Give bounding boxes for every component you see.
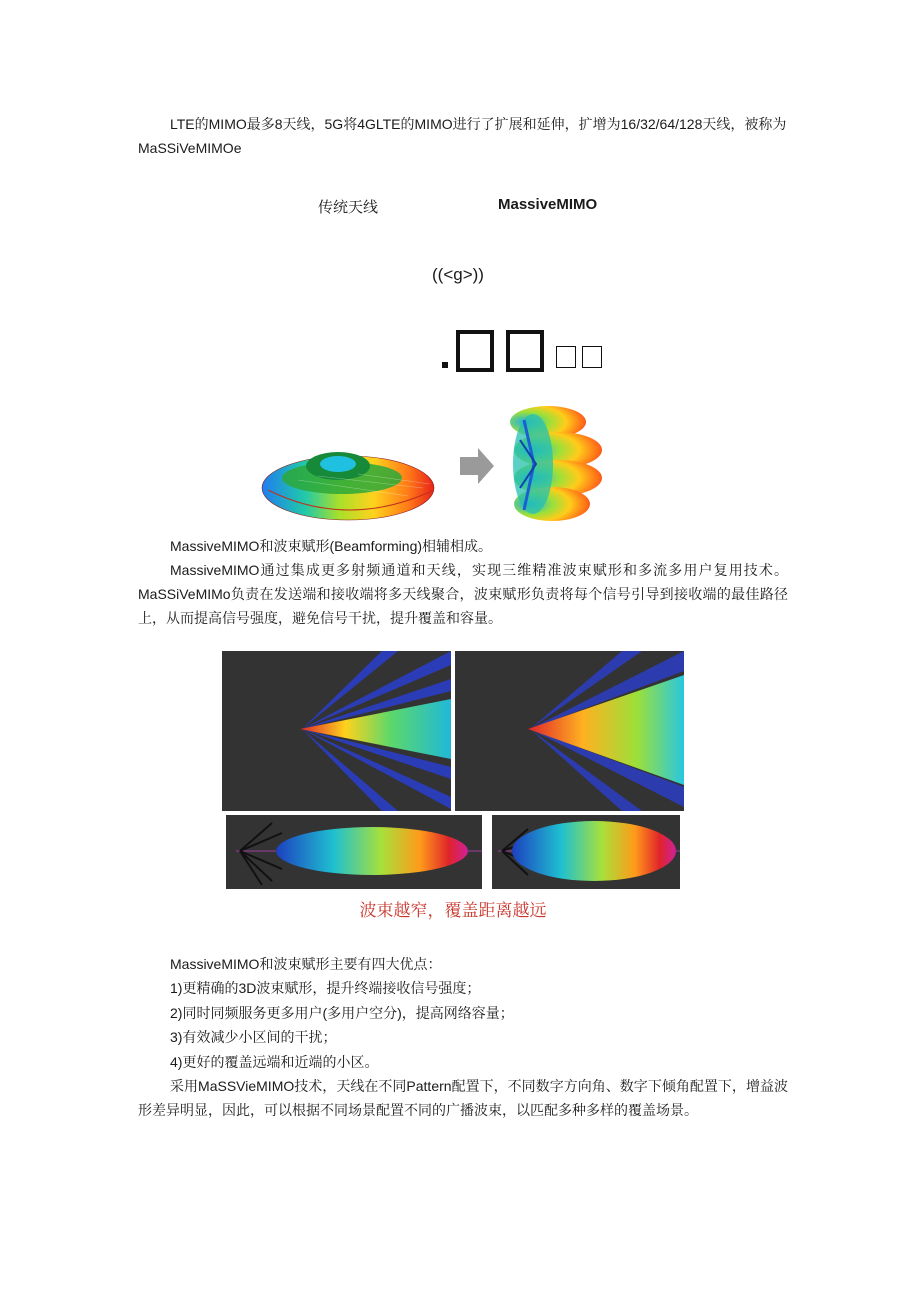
glyph-box-small — [582, 346, 602, 368]
detail-paragraph: MassiveMIMO通过集成更多射频通道和天线，实现三维精准波束赋形和多流多用户复用技术。MaSSiVeMIMo负责在发送端和接收端将多天线聚合，波束赋形负责将每个信号引导到接收端的最佳路径上，从而提高信号强度，避免信号干扰，提升覆盖和容量。 — [138, 562, 788, 626]
list-item: 4)更好的覆盖远端和近端的小区。 — [170, 1053, 379, 1070]
glyph-box — [456, 330, 494, 372]
traditional-pattern — [262, 452, 434, 520]
glyph-line: ((<g>)) — [432, 265, 484, 284]
narrow-beam-panel — [222, 651, 451, 811]
figure-caption: 波束越窄，覆盖距离越远 — [359, 901, 547, 921]
arrow-icon — [460, 448, 494, 484]
advantages-intro: MassiveMIMO和波束赋形主要有四大优点： — [170, 956, 442, 972]
list-item: 1)更精确的3D波束赋形，提升终端接收信号强度； — [170, 980, 481, 996]
massive-mimo-label: MassiveMIMO — [498, 196, 598, 213]
conclusion-paragraph: 采用MaSSVieMIMO技术，天线在不同Pattern配置下，不同数字方向角、数字下倾角配置下，增益波形差异明显，因此，可以根据不同场景配置不同的广播波束，以匹配多种多样的覆盖场景。 — [138, 1078, 788, 1118]
wide-egg-panel — [492, 815, 680, 889]
placeholder-glyphs — [442, 322, 608, 372]
beamforming-paragraph: MassiveMIMO和波束赋形(Beamforming)相辅相成。 — [170, 538, 493, 554]
list-item: 2)同时同频服务更多用户(多用户空分)，提高网络容量； — [170, 1004, 514, 1021]
narrow-egg-panel — [226, 815, 482, 889]
wide-beam-panel — [455, 651, 684, 811]
beam-width-figure — [222, 651, 684, 891]
massive-mimo-pattern — [510, 406, 602, 521]
glyph-box — [506, 330, 544, 372]
advantages-list — [170, 976, 514, 1074]
glyph-dot — [442, 362, 448, 368]
radiation-pattern-figure — [258, 400, 628, 530]
intro-paragraph: LTE的MIMO最多8天线，5G将4GLTE的MIMO进行了扩展和延伸，扩增为16/32/64/128天线，被称为MaSSiVeMIMOe — [138, 116, 787, 156]
list-item: 3)有效减少小区间的干扰； — [170, 1029, 337, 1045]
glyph-box-small — [556, 346, 576, 368]
traditional-antenna-label: 传统天线 — [318, 198, 379, 216]
